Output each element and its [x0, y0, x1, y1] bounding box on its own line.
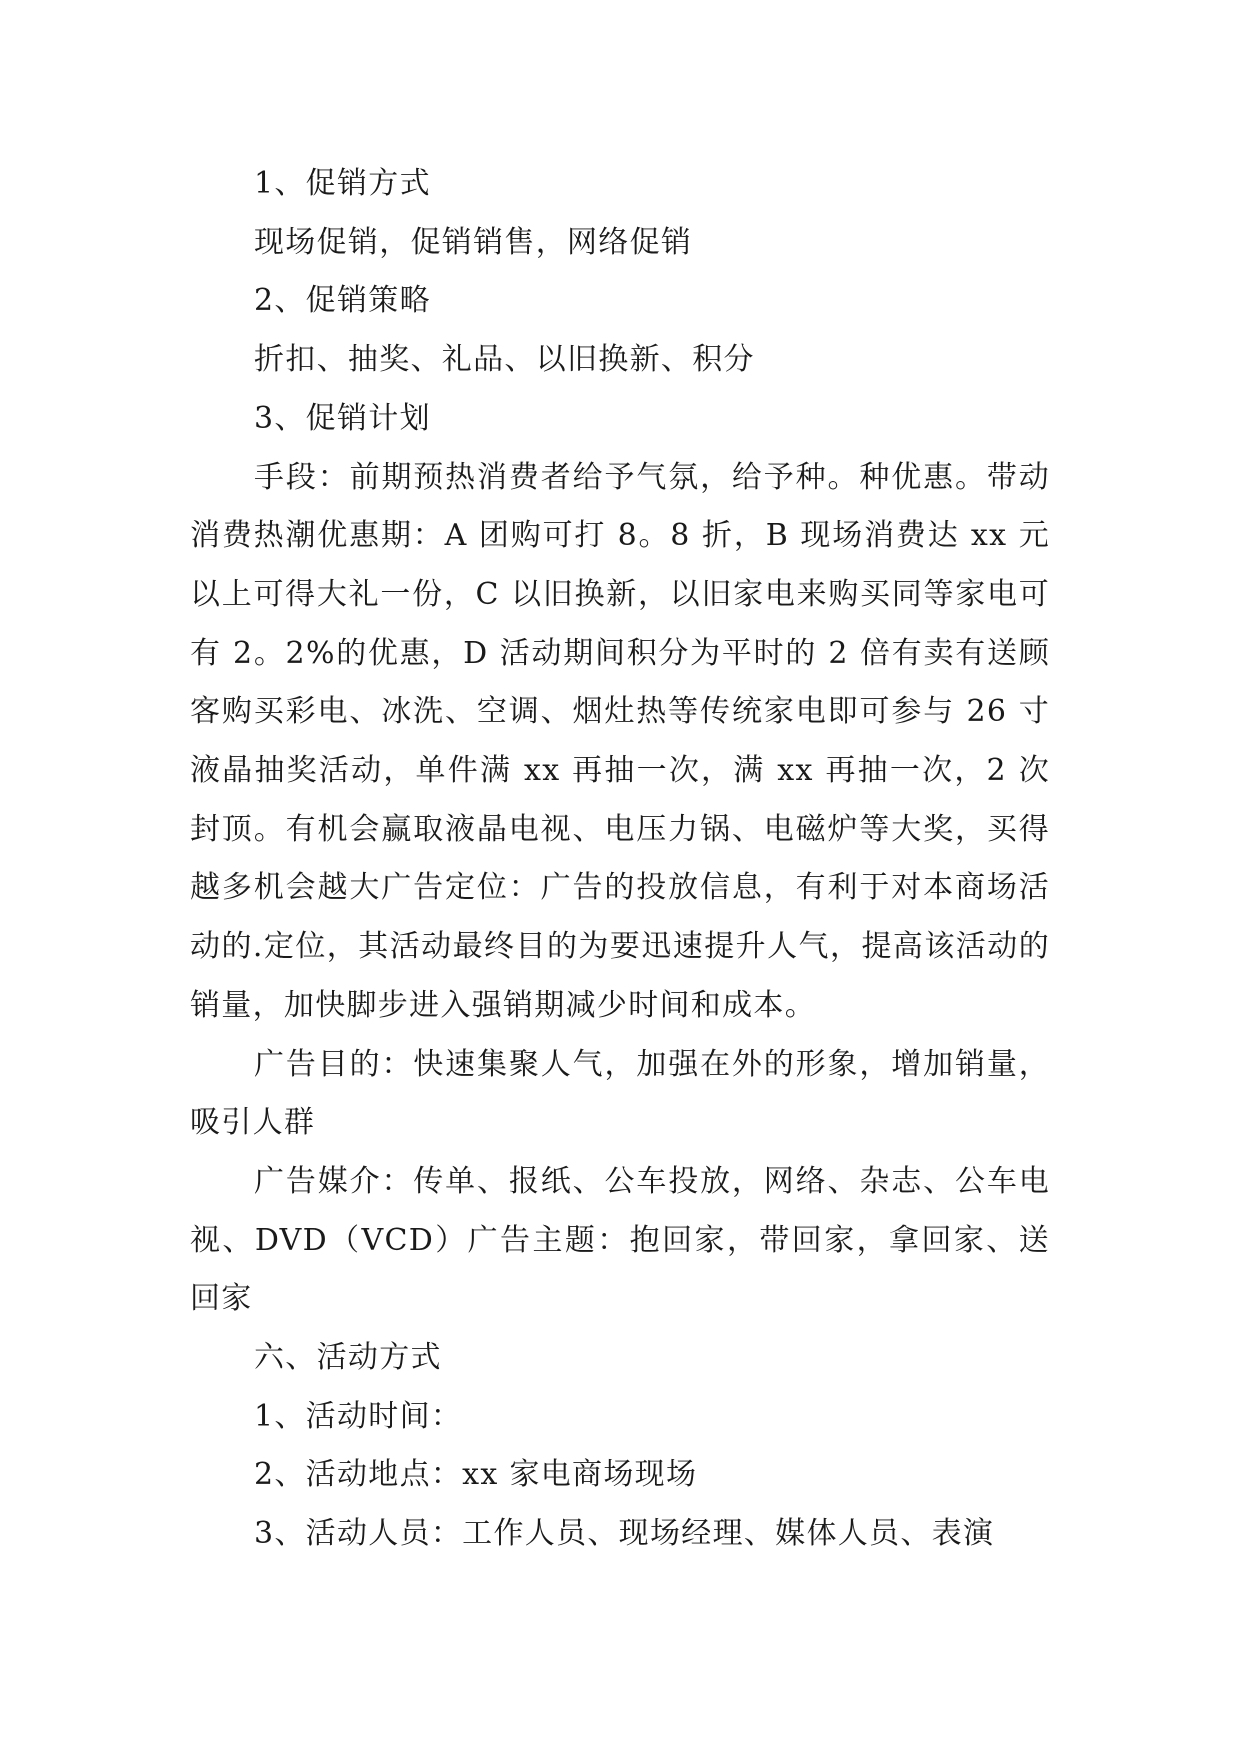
- paragraph-ad-purpose: 广告目的：快速集聚人气，加强在外的形象，增加销量，吸引人群: [190, 1046, 1050, 1141]
- subheading-promotion-method: 1、促销方式: [254, 166, 431, 201]
- subheading-promotion-strategy: 2、促销策略: [254, 283, 431, 319]
- paragraph-promotion-strategy: 折扣、抽奖、礼品、以旧换新、积分: [254, 342, 755, 378]
- item-activity-location: 2、活动地点：xx 家电商场现场: [254, 1457, 698, 1493]
- paragraph-promotion-method: 现场促销，促销销售，网络促销: [254, 224, 693, 260]
- paragraph-promotion-plan: 手段：前期预热消费者给予气氛，给予种。种优惠。带动消费热潮优惠期：A 团购可打 8。8 折，B 现场消费达 xx 元以上可得大礼一份，C 以旧换新，以旧家电来购买同等家电可有 2。2%的优惠，D 活动期间积分为平时的 2 倍有卖有送顾客购买彩电、冰洗、空调、烟灶热等传统家电即可参与 26 寸液晶抽奖活动，单件满 xx 再抽一次，满 xx 再抽一次，2 次封顶。有机会赢取液晶电视、电压力锅、电磁炉等大奖，买得越多机会越大广告定位：广告的投放信息，有利于对本商场活动的.定位，其活动最终目的为要迅速提升人气，提高该活动的销量，加快脚步进入强销期减少时间和成本。: [190, 459, 1050, 1023]
- item-activity-time: 1、活动时间：: [254, 1398, 463, 1434]
- paragraph-ad-media: 广告媒介：传单、报纸、公车投放，网络、杂志、公车电视、DVD（VCD）广告主题：抱回家，带回家，拿回家、送回家: [190, 1163, 1050, 1317]
- item-activity-staff: 3、活动人员：工作人员、现场经理、媒体人员、表演: [254, 1516, 995, 1552]
- subheading-promotion-plan: 3、促销计划: [254, 400, 431, 436]
- section-heading-activity-method: 六、活动方式: [254, 1340, 442, 1376]
- document-body: [190, 155, 1050, 1564]
